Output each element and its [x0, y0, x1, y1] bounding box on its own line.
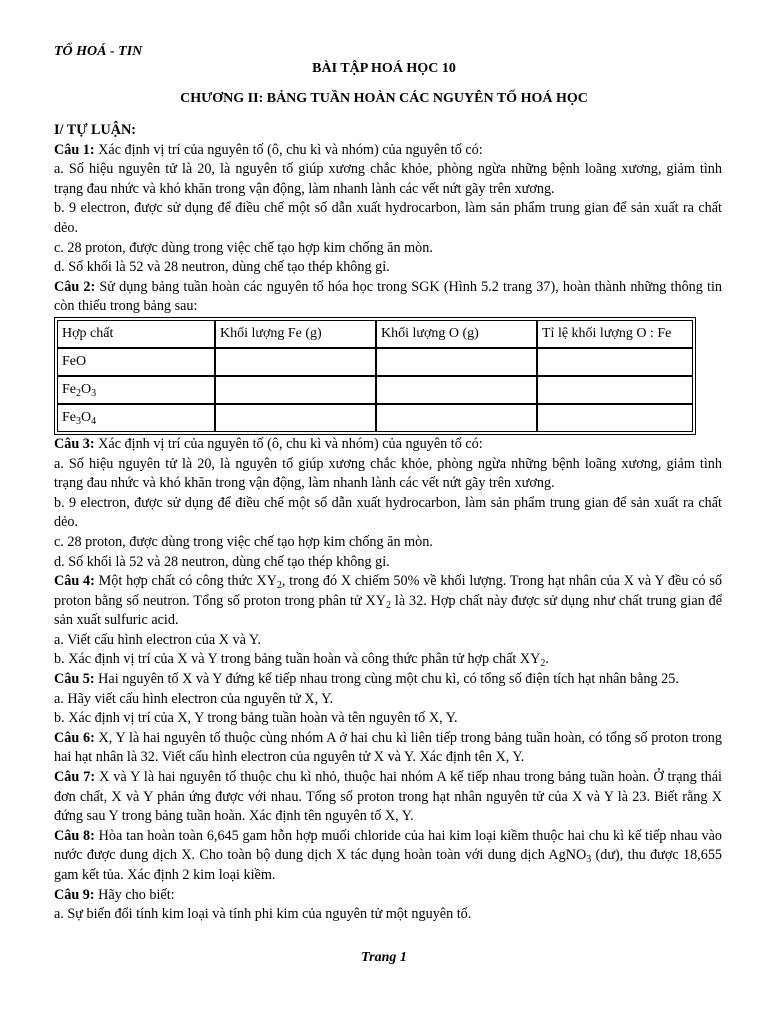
table-cell: [537, 348, 693, 376]
question-8: Câu 8: Hòa tan hoàn toàn 6,645 gam hỗn hợp muối chloride của hai kim loại kiềm thuộc hai chu kì kế tiếp nhau vào nước được dung dịch X. Cho toàn bộ dung dịch X tác dụng hoàn toàn với dung dịch AgNO$_3$ (dư), thu được 18,655 gam kết tủa. Xác định 2 kim loại kiềm.: [54, 827, 723, 883]
question-label: Câu 3:: [54, 435, 95, 452]
compound-cell: FeO: [57, 348, 215, 376]
table-cell: [537, 404, 693, 432]
question-text: Hai nguyên tố X và Y đứng kế tiếp nhau trong cùng một chu kì, có tổng số điện tích hạt nhân bằng 25.: [94, 671, 679, 688]
question-4: Câu 4: Một hợp chất có công thức $XY_2$, trong đó X chiếm 50% về khối lượng. Trong hạt nhân của X và Y đều có số proton bằng số neutron. Tổng số proton trong phân tử $XY_2$ là 32. Hợp chất này được sử dụng như chất trung gian để sản xuất sulfuric acid.: [54, 573, 722, 629]
question-label: Câu 4:: [54, 573, 95, 590]
question-4-part-a: a. Viết cấu hình electron của X và Y.: [54, 631, 261, 648]
table-row: [57, 376, 693, 404]
department-label: TỔ HOÁ - TIN: [54, 44, 143, 59]
question-5: [54, 670, 722, 690]
question-text: Xác định vị trí của nguyên tố (ô, chu kì và nhóm) của nguyên tố có:: [94, 435, 483, 452]
table-cell: [376, 348, 537, 376]
question-1: [54, 141, 722, 161]
question-1-part-b: b. 9 electron, được sử dụng để điều chế một số dẫn xuất hydrocarbon, làm sản phẩm trung gian để sản xuất ra chất dẻo.: [54, 200, 722, 236]
question-5-part-a: a. Hãy viết cấu hình electron của nguyên tử X, Y.: [54, 690, 334, 707]
table-cell: [376, 376, 537, 404]
table-header-row: [57, 320, 693, 348]
question-5-part-b: b. Xác định vị trí của X, Y trong bảng tuần hoàn và tên nguyên tố X, Y.: [54, 710, 458, 727]
table-cell: [537, 376, 693, 404]
document-title: BÀI TẬP HOÁ HỌC 10: [312, 61, 456, 76]
question-label: Câu 6:: [54, 729, 95, 746]
question-3-part-c: c. 28 proton, được dùng trong việc chế tạo hợp kim chống ăn mòn.: [54, 533, 433, 550]
question-2: [54, 278, 722, 317]
question-1-part-d: d. Số khối là 52 và 28 neutron, dùng chế tạo thép không gỉ.: [54, 259, 390, 276]
table-header-cell: Hợp chất: [57, 320, 215, 348]
question-3-part-d: d. Số khối là 52 và 28 neutron, dùng chế tạo thép không gỉ.: [54, 553, 390, 570]
table-header-cell: Khối lượng O (g): [376, 320, 537, 348]
compound-cell: $Fe_3O_4$: [57, 404, 215, 432]
question-text: Hãy cho biết:: [94, 886, 175, 903]
question-4-part-b: b. Xác định vị trí của X và Y trong bảng tuần hoàn và công thức phân tử hợp chất $XY_2$.: [54, 651, 549, 670]
table-cell: [376, 404, 537, 432]
table-header-cell: Tỉ lệ khối lượng O : Fe: [537, 320, 693, 348]
table-header-cell: Khối lượng Fe (g): [215, 320, 376, 348]
data-table: [54, 317, 696, 435]
question-1-part-c: c. 28 proton, được dùng trong việc chế tạo hợp kim chống ăn mòn.: [54, 239, 433, 256]
page-number: Trang 1: [361, 950, 407, 965]
question-text: Xác định vị trí của nguyên tố (ô, chu kì và nhóm) của nguyên tố có:: [94, 141, 483, 158]
question-label: Câu 1:: [54, 141, 95, 158]
question-1-part-a: a. Số hiệu nguyên tử là 20, là nguyên tố giúp xương chắc khỏe, phòng ngừa những bệnh loãng xương, giảm tình trạng đau nhức và khó khăn trong vận động, làm nhanh lành các vết nứt gãy trên xương.: [54, 161, 722, 197]
chapter-title: CHƯƠNG II: BẢNG TUẦN HOÀN CÁC NGUYÊN TỐ HOÁ HỌC: [180, 91, 588, 106]
question-6: [54, 729, 722, 768]
question-9-part-a: a. Sự biến đổi tính kim loại và tính phi kim của nguyên tử một nguyên tố.: [54, 906, 472, 923]
question-3-part-a: a. Số hiệu nguyên tử là 20, là nguyên tố giúp xương chắc khỏe, phòng ngừa những bệnh loãng xương, giảm tình trạng đau nhức và khó khăn trong vận động, làm nhanh lành các vết nứt gãy trên xương.: [54, 455, 722, 492]
table-cell: [215, 348, 376, 376]
question-label: Câu 2:: [54, 278, 96, 295]
question-3-part-b: b. 9 electron, được sử dụng để điều chế một số dẫn xuất hydrocarbon, làm sản phẩm trung gian để sản xuất ra chất dẻo.: [54, 494, 722, 531]
table-row: [57, 348, 693, 376]
question-label: Câu 7:: [54, 769, 96, 786]
question-text: X, Y là hai nguyên tố thuộc cùng nhóm A ở hai chu kì liên tiếp trong bảng tuần hoàn, có tổng số proton trong hai hạt nhân là 32. Viết cấu hình electron của nguyên tử X và Y. Xác định tên X, Y.: [54, 729, 722, 766]
table-row: [57, 404, 693, 432]
compound-cell: $Fe_2O_3$: [57, 376, 215, 404]
section-heading: I/ TỰ LUẬN:: [54, 122, 136, 138]
table-cell: [215, 404, 376, 432]
question-label: Câu 9:: [54, 886, 95, 903]
question-label: Câu 8:: [54, 827, 95, 844]
question-label: Câu 5:: [54, 671, 95, 688]
question-3: [54, 435, 722, 455]
question-text: X và Y là hai nguyên tố thuộc chu kì nhỏ, thuộc hai nhóm A kế tiếp nhau trong bảng tuần hoàn. Ở trạng thái đơn chất, X và Y phản ứng được với nhau. Tổng số proton trong hạt nhân nguyên tử của X và Y là 23. Biết rằng X đứng sau Y trong bảng tuần hoàn. Xác định tên nguyên tố X, Y.: [54, 769, 722, 825]
question-9: [54, 886, 722, 906]
question-7: [54, 768, 722, 827]
table-cell: [215, 376, 376, 404]
document-body: [54, 121, 722, 925]
question-text: Sử dụng bảng tuần hoàn các nguyên tố hóa học trong SGK (Hình 5.2 trang 37), hoàn thành những thông tin còn thiếu trong bảng sau:: [54, 278, 722, 315]
